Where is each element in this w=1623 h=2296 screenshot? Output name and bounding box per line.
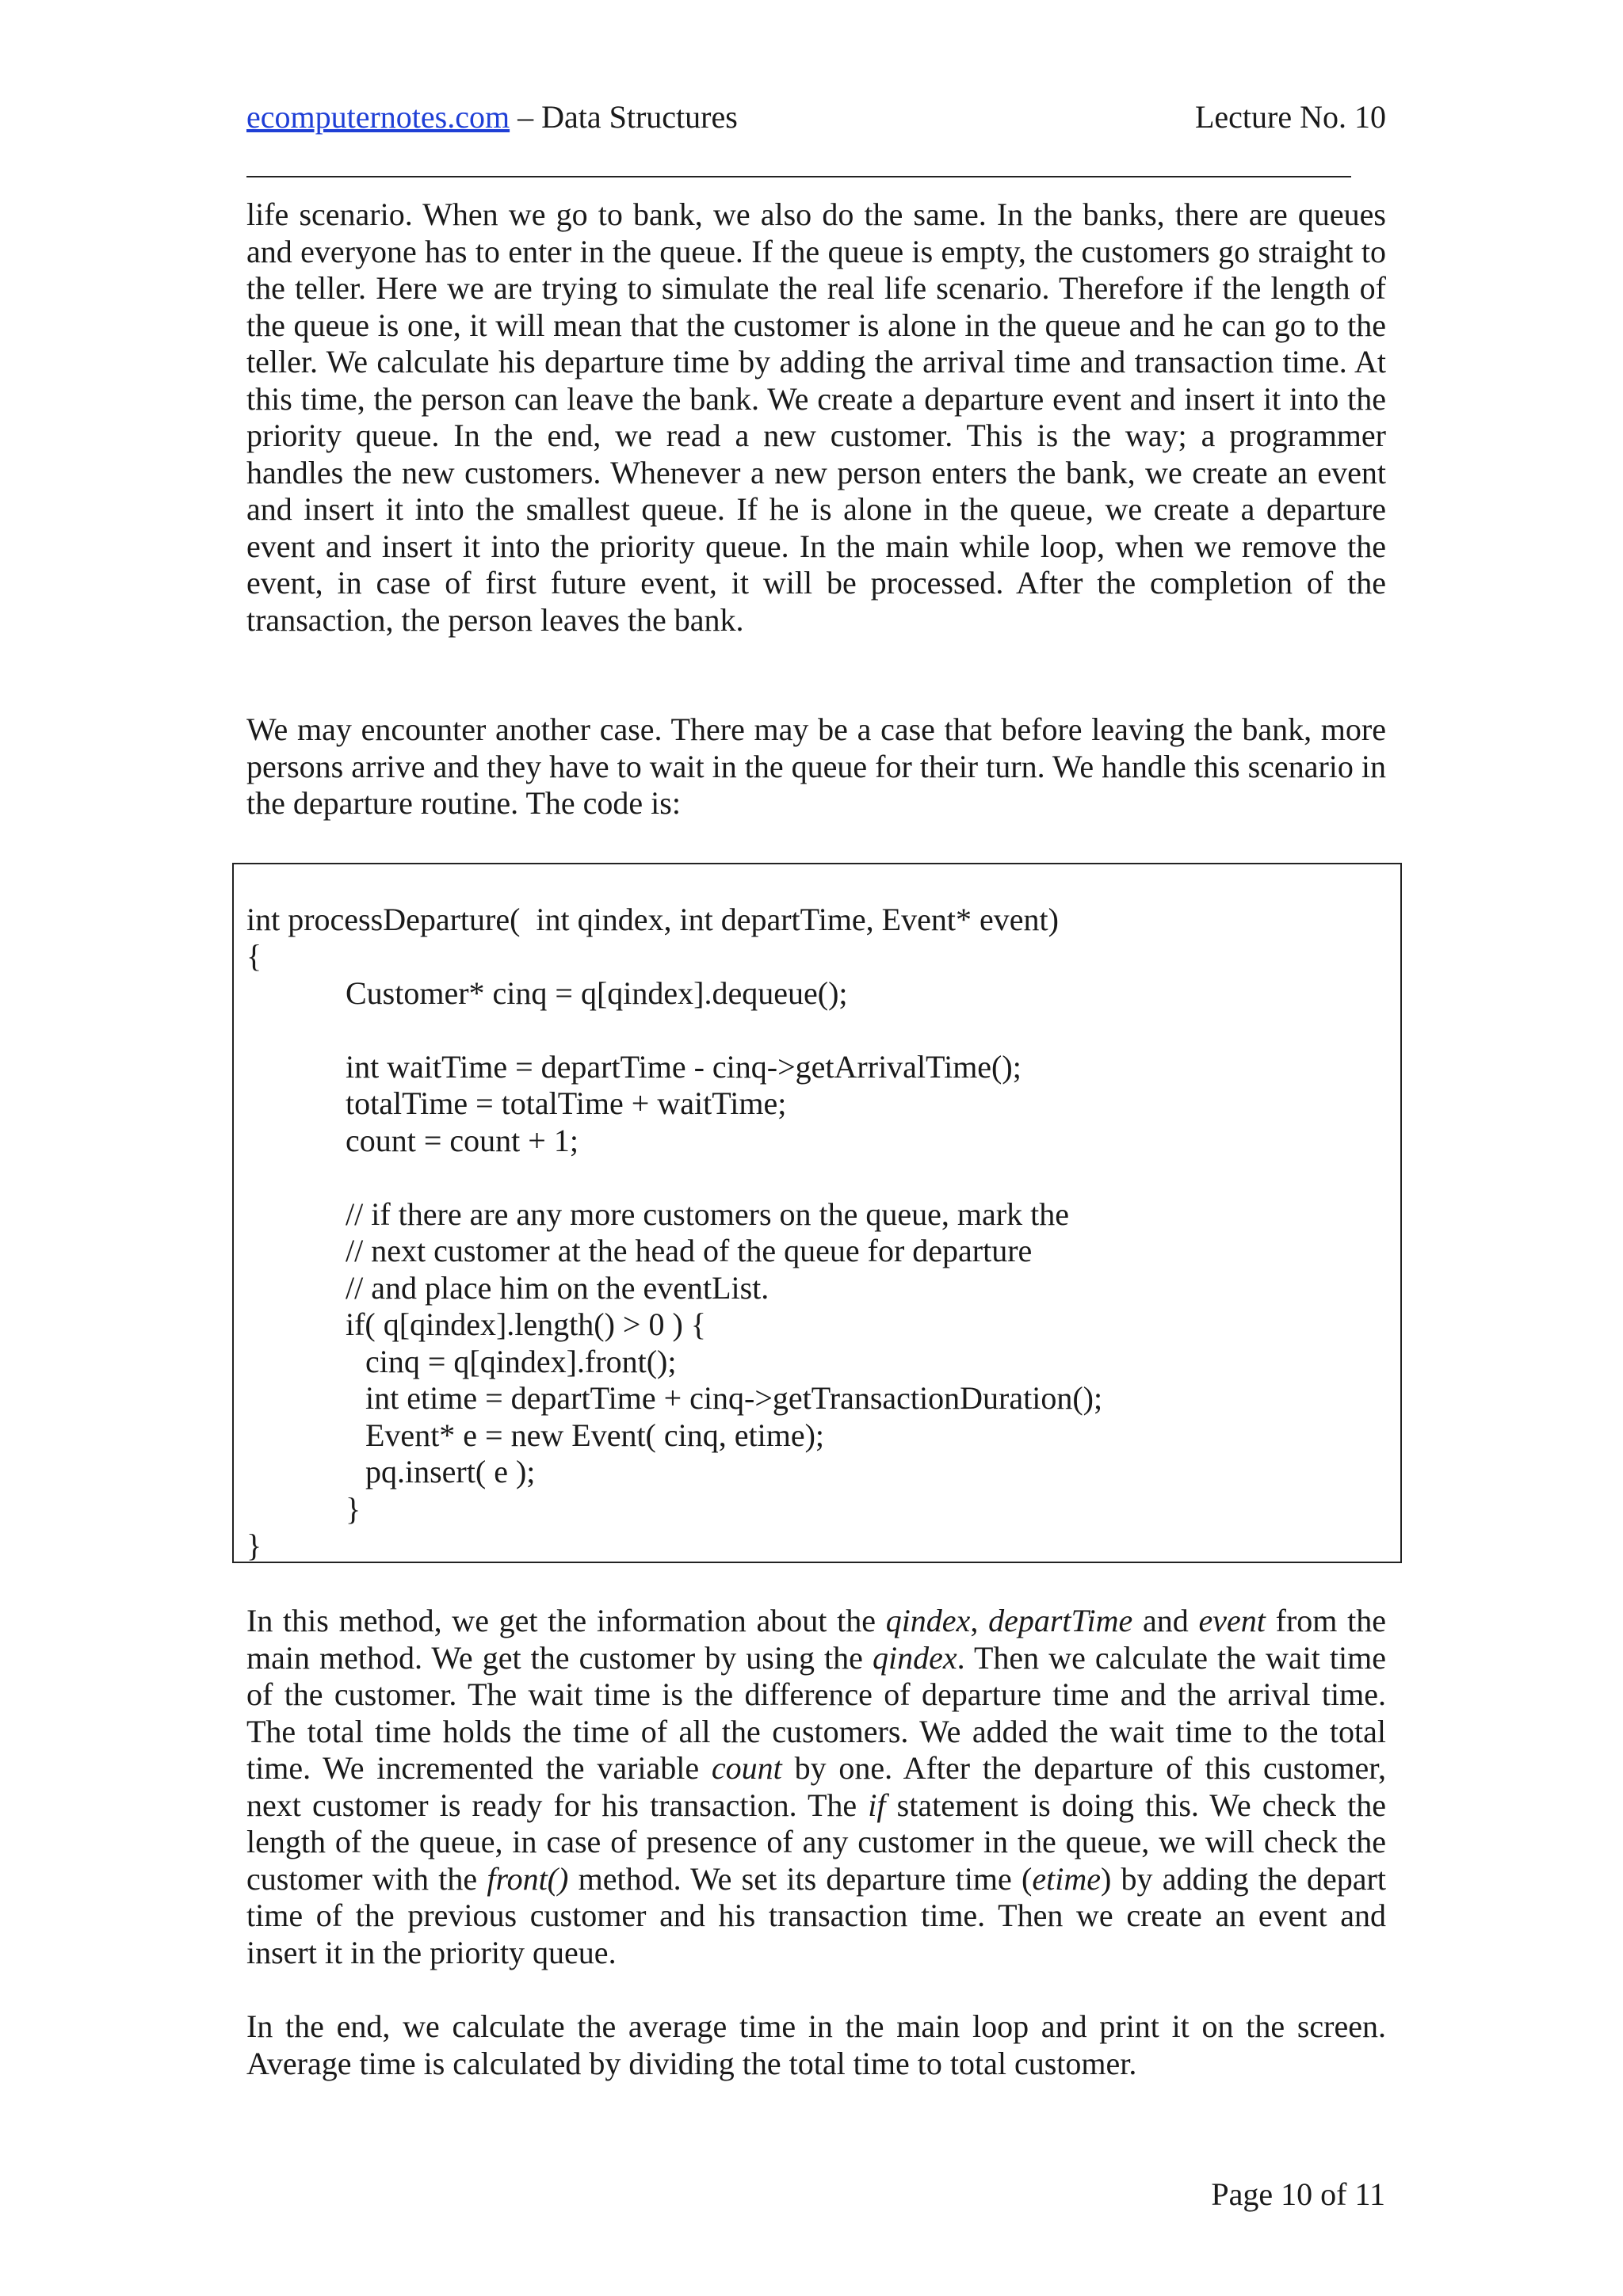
page-header xyxy=(246,93,1386,141)
text-run: by one. After the departure of this customer, next customer is ready for his transaction. The xyxy=(246,1750,1386,1823)
code-line: count = count + 1; xyxy=(346,1123,579,1158)
code-line: { xyxy=(246,938,262,974)
paragraph-intro: life scenario. When we go to bank, we also do the same. In the banks, there are queues and everyone has to enter in the queue. If the queue is empty, the customers go straight to the teller. Here we are trying to simulate the real life scenario. Therefore if the length of the queue is one, it will mean that the customer is alone in the queue and he can go to the teller. We calculate his departure time by adding the arrival time and transaction time. At this time, the person can leave the bank. We create a departure event and insert it into the priority queue. In the end, we read a new customer. This is the way; a programmer handles the new customers. Whenever a new person enters the bank, we create an event and insert it into the smallest queue. If he is alone in the queue, we create a departure event and insert it into the priority queue. In the main while loop, when we remove the event, in case of first future event, it will be processed. After the completion of the transaction, the person leaves the bank. xyxy=(246,196,1386,638)
code-line: Customer* cinq = q[qindex].dequeue(); xyxy=(346,975,848,1011)
paragraph-conclusion: In the end, we calculate the average time in the main loop and print it on the screen. Average time is calculated by dividing the total time to total customer. xyxy=(246,2008,1386,2081)
code-line: pq.insert( e ); xyxy=(365,1454,536,1489)
text-run: statement is doing this. We check the length of the queue, in case of presence of any customer in the queue, we will check the customer with the xyxy=(246,1787,1386,1897)
code-line: totalTime = totalTime + waitTime; xyxy=(346,1085,787,1121)
header-subject: – Data Structures xyxy=(510,99,738,135)
code-line: } xyxy=(246,1527,262,1563)
paragraph-method-explanation xyxy=(246,1603,1386,1971)
code-line: int etime = departTime + cinq->getTransactionDuration(); xyxy=(365,1380,1103,1416)
text-run: method. We set its departure time ( xyxy=(568,1860,1033,1897)
italic-term: qindex xyxy=(872,1639,957,1676)
text-run: . Then we calculate the wait time of the customer. The wait time is the difference of departure time and the arrival time. The total time holds the time of all the customers. We added the wait time to the total time. We incremented the variable xyxy=(246,1639,1387,1786)
code-line: Event* e = new Event( cinq, etime); xyxy=(365,1417,825,1453)
italic-term: front() xyxy=(487,1860,569,1897)
header-divider xyxy=(246,176,1351,177)
italic-term: departTime xyxy=(988,1603,1133,1638)
code-line: cinq = q[qindex].front(); xyxy=(365,1344,677,1379)
code-line: int processDeparture( int qindex, int departTime, Event* event) xyxy=(246,902,1059,937)
code-line: int waitTime = departTime - cinq->getArrivalTime(); xyxy=(346,1049,1022,1085)
paragraph-departure-case: We may encounter another case. There may be a case that before leaving the bank, more persons arrive and they have to wait in the queue for their turn. We handle this scenario in the departure routine. The code is: xyxy=(246,711,1386,821)
text-run: In this method, we get the information about the xyxy=(246,1603,886,1638)
text-run: and xyxy=(1132,1603,1199,1638)
code-line: // next customer at the head of the queue for departure xyxy=(346,1233,1033,1268)
text-run: ) by adding the depart time of the previous customer and his transaction time. Then we create an event and insert it in the priority queue. xyxy=(246,1860,1386,1970)
code-line: } xyxy=(346,1491,361,1527)
header-left xyxy=(246,93,738,141)
text-run: from the main method. We get the customer by using the xyxy=(246,1603,1387,1676)
lecture-number: Lecture No. 10 xyxy=(1194,99,1386,135)
site-link[interactable]: ecomputernotes.com xyxy=(246,99,510,135)
code-line: // if there are any more customers on the queue, mark the xyxy=(346,1196,1069,1232)
italic-term: count xyxy=(711,1750,782,1786)
italic-term: if xyxy=(868,1787,886,1823)
code-line: if( q[qindex].length() > 0 ) { xyxy=(346,1306,706,1342)
italic-term: event xyxy=(1198,1603,1266,1638)
italic-term: qindex xyxy=(885,1603,971,1638)
page-number: Page 10 of 11 xyxy=(1211,2176,1385,2212)
code-line: // and place him on the eventList. xyxy=(346,1270,769,1306)
text-run: , xyxy=(970,1603,989,1638)
italic-term: etime xyxy=(1032,1860,1101,1897)
